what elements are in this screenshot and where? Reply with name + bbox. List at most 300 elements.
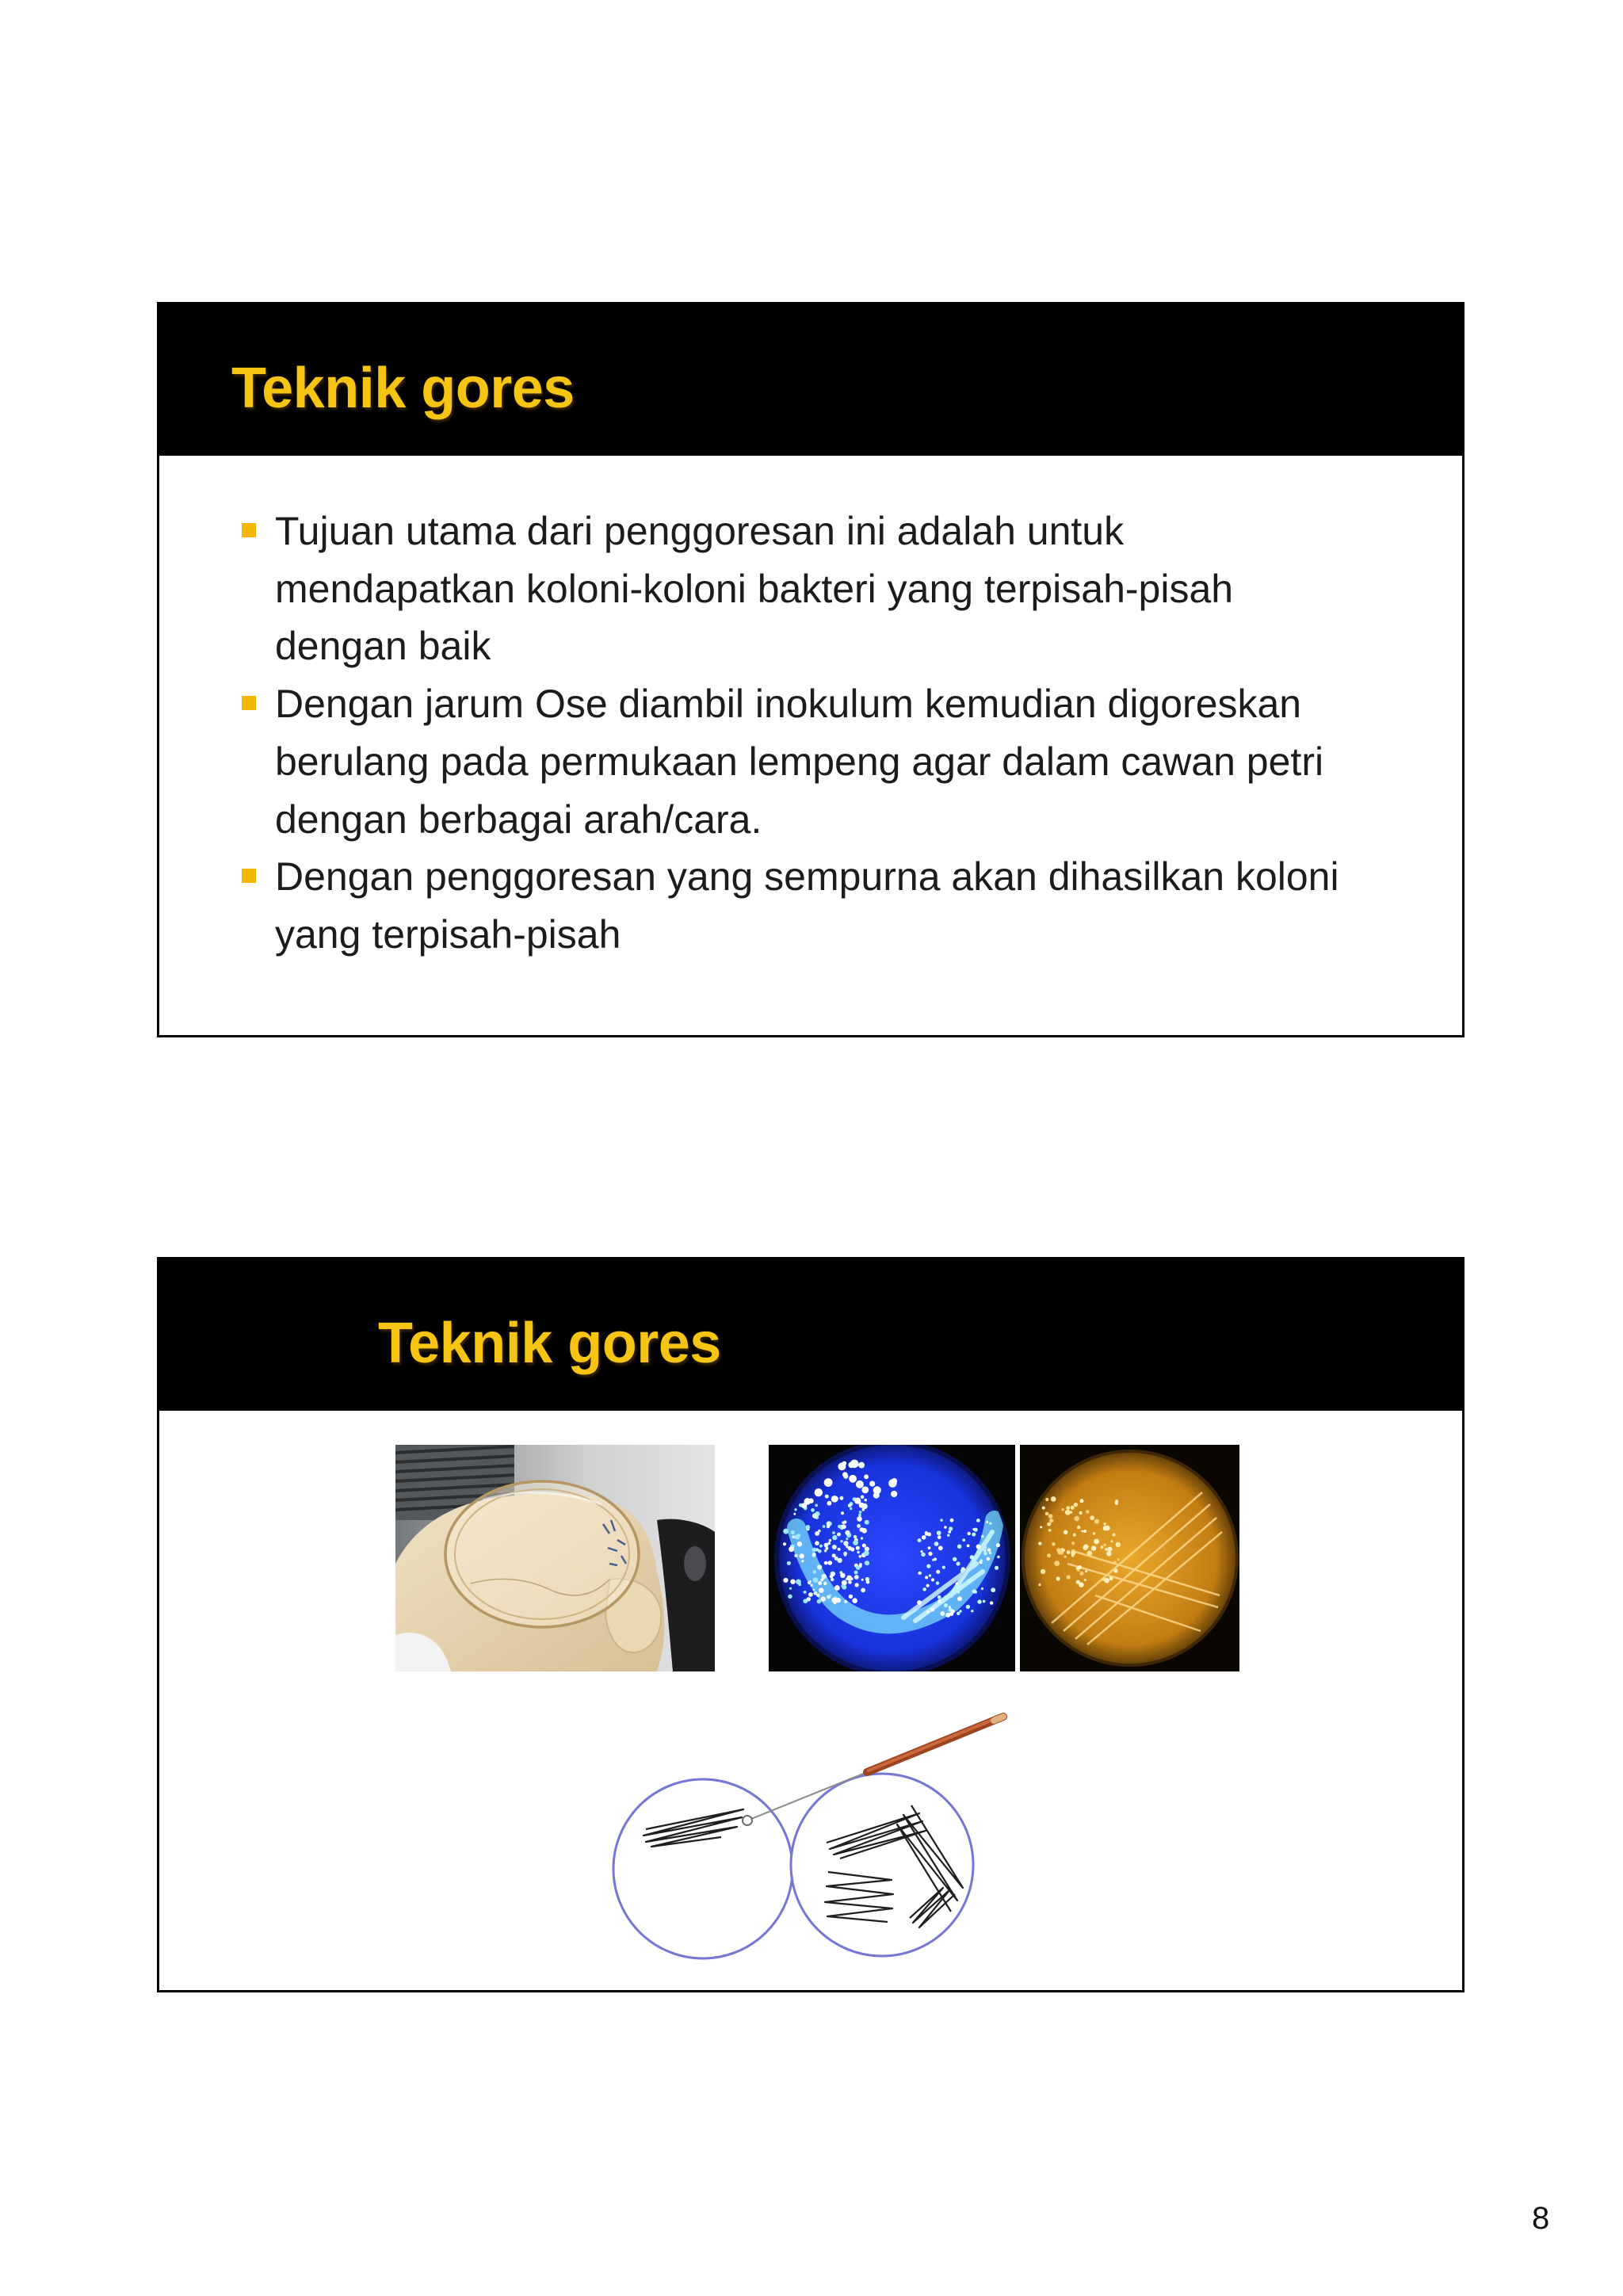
colony-dot [848, 1580, 852, 1584]
colony-dot [824, 1549, 827, 1552]
colony-dot [839, 1496, 843, 1500]
petri-dish-right [791, 1774, 973, 1956]
square-bullet-icon [242, 869, 256, 883]
colony-dot [861, 1588, 865, 1593]
colony-dot [846, 1532, 850, 1535]
colony-dot [934, 1541, 939, 1546]
colony-dot [865, 1561, 869, 1565]
colony-dot [972, 1528, 975, 1530]
colony-dot [821, 1596, 826, 1601]
colony-dot [862, 1544, 866, 1548]
colony-dot [827, 1595, 831, 1599]
colony-dot [816, 1594, 819, 1597]
colony-dot [962, 1538, 965, 1541]
colony-dot [831, 1496, 838, 1503]
colony-dot [1080, 1572, 1084, 1576]
bullet-text-line: yang terpisah-pisah [275, 911, 621, 957]
colony-dot [937, 1530, 941, 1535]
colony-dot [815, 1488, 823, 1496]
colony-dot [938, 1535, 941, 1539]
colony-dot [854, 1535, 857, 1538]
bullet-text-line: Tujuan utama dari penggoresan ini adalah untuk [275, 509, 1125, 553]
colony-dot [848, 1503, 852, 1507]
colony-dot [856, 1565, 861, 1570]
colony-dot [922, 1535, 926, 1540]
colony-dot [827, 1501, 832, 1506]
colony-dot [957, 1545, 962, 1549]
colony-dot [856, 1480, 864, 1488]
colony-dot [957, 1612, 960, 1616]
colony-dot [960, 1569, 964, 1573]
colony-dot [1071, 1554, 1074, 1557]
colony-dot [1064, 1530, 1068, 1535]
colony-dot [1106, 1551, 1111, 1556]
colony-dot [925, 1576, 928, 1579]
colony-dot [931, 1608, 935, 1612]
colony-dot [917, 1600, 922, 1605]
colony-dot [1048, 1529, 1052, 1532]
colony-dot [957, 1585, 961, 1590]
colony-dot [953, 1557, 957, 1561]
colony-dot [1093, 1532, 1095, 1534]
colony-dot [817, 1564, 822, 1569]
colony-dot [800, 1553, 804, 1558]
colony-dot [944, 1526, 947, 1529]
colony-dot [838, 1525, 841, 1528]
colony-dot [832, 1531, 835, 1534]
colony-dot [838, 1548, 841, 1551]
colony-dot [987, 1548, 991, 1552]
colony-dot [795, 1534, 800, 1539]
colony-dot [987, 1557, 991, 1561]
colony-dot [783, 1542, 786, 1545]
colony-dot [853, 1540, 858, 1545]
colony-dot [813, 1570, 816, 1573]
colony-dot [846, 1576, 852, 1581]
colony-dot [1042, 1507, 1045, 1510]
colony-dot [808, 1581, 811, 1584]
page-number: 8 [1532, 2201, 1550, 2236]
colony-dot [1083, 1544, 1088, 1549]
colony-dot [832, 1545, 837, 1549]
colony-dot [966, 1605, 970, 1609]
colony-dot [830, 1522, 832, 1525]
colony-dot [1113, 1561, 1117, 1564]
colony-dot [790, 1580, 795, 1584]
colony-dot [789, 1587, 792, 1590]
colony-dot [829, 1539, 831, 1541]
colony-dot [980, 1559, 983, 1561]
colony-dot [854, 1571, 858, 1575]
colony-dot [983, 1549, 987, 1552]
colony-dot [865, 1577, 869, 1581]
colony-dot [1114, 1501, 1118, 1505]
colony-dot [991, 1587, 995, 1592]
petri-dish-left [613, 1779, 792, 1958]
colony-dot [970, 1555, 974, 1559]
colony-dot [832, 1535, 837, 1540]
colony-dot [1079, 1511, 1083, 1515]
bullet-text-line: Dengan penggoresan yang sempurna akan dihasilkan koloni [275, 854, 1339, 900]
colony-dot [921, 1553, 925, 1557]
loop-handle-tip [994, 1717, 1003, 1721]
colony-dot [819, 1545, 823, 1548]
slide-header [159, 1259, 1462, 1411]
colony-dot [1087, 1551, 1093, 1557]
colony-dot [794, 1554, 797, 1557]
colony-dot [1045, 1498, 1048, 1501]
colony-dot [936, 1570, 940, 1574]
colony-dot [844, 1600, 847, 1603]
colony-dot [1103, 1544, 1106, 1547]
colony-dot [1108, 1547, 1113, 1552]
square-bullet-icon [242, 696, 256, 710]
colony-dot [1113, 1534, 1116, 1537]
colony-dot [1067, 1550, 1071, 1554]
colony-dot [842, 1525, 846, 1530]
colony-dot [981, 1535, 984, 1538]
bullet-text-line: berulang pada permukaan lempeng agar dalam cawan petri [275, 739, 1324, 784]
colony-dot [801, 1560, 804, 1562]
colony-dot [859, 1511, 862, 1514]
colony-dot [842, 1521, 845, 1524]
colony-dot [929, 1574, 932, 1577]
colony-dot [1083, 1530, 1086, 1533]
colony-dot [803, 1599, 808, 1603]
colony-dot [825, 1495, 829, 1499]
colony-dot [823, 1582, 827, 1586]
colony-dot [977, 1599, 981, 1603]
colony-dot [1045, 1512, 1049, 1516]
colony-dot [1084, 1579, 1086, 1581]
colony-dot [1073, 1534, 1076, 1537]
colony-dot [869, 1481, 875, 1487]
colony-dot [997, 1556, 1000, 1559]
colony-dot [817, 1599, 822, 1604]
colony-dot [948, 1530, 951, 1534]
colony-dot [840, 1540, 842, 1542]
colony-dot [1086, 1510, 1089, 1513]
streak-technique-diagram [602, 1704, 1030, 1973]
colony-dot [1076, 1580, 1080, 1584]
colony-dot [815, 1541, 819, 1545]
colony-dot [857, 1524, 861, 1528]
colony-dot [1049, 1519, 1053, 1522]
colony-dot [944, 1595, 946, 1598]
colony-dot [1047, 1553, 1051, 1557]
colony-dot [1071, 1541, 1075, 1545]
colony-dot [806, 1525, 811, 1530]
colony-dot [1054, 1561, 1060, 1566]
colony-dot [972, 1589, 976, 1593]
bullet-item [159, 848, 1462, 963]
colony-dot [818, 1581, 822, 1585]
colony-dot [792, 1535, 795, 1538]
bullet-text-line: mendapatkan koloni-koloni bakteri yang terpisah-pisah [275, 566, 1234, 611]
colony-dot [1038, 1584, 1041, 1586]
colony-dot [837, 1533, 841, 1537]
bullet-item [159, 502, 1462, 675]
colony-dot [855, 1583, 859, 1587]
colony-dot [852, 1598, 857, 1603]
colony-dot [1078, 1565, 1082, 1569]
colony-dot [842, 1461, 847, 1466]
colony-dot [787, 1561, 791, 1565]
colony-dot [797, 1541, 802, 1546]
colony-dot [1066, 1506, 1070, 1510]
slide-header [159, 304, 1462, 456]
colony-dot [856, 1575, 859, 1578]
slide-title: Teknik gores [231, 357, 575, 420]
colony-dot [1104, 1522, 1106, 1525]
colony-dot [1048, 1514, 1053, 1519]
colony-dot [858, 1514, 861, 1517]
bullet-item [159, 675, 1462, 848]
colony-dot [843, 1541, 848, 1545]
orange-streak-plate-photo [1020, 1445, 1239, 1671]
colony-dot [1064, 1556, 1067, 1558]
colony-dot [865, 1520, 869, 1525]
colony-dot [983, 1552, 987, 1556]
colony-dot [957, 1591, 960, 1594]
colony-dot [918, 1572, 922, 1575]
colony-dot [990, 1601, 993, 1604]
colony-dot [976, 1545, 981, 1549]
colony-dot [811, 1584, 813, 1587]
loop-handle-highlight [869, 1717, 999, 1771]
colony-dot [854, 1498, 861, 1504]
colony-dot [940, 1611, 945, 1616]
colony-dot [831, 1578, 834, 1581]
colony-dot [956, 1561, 960, 1565]
dish-rim [445, 1481, 639, 1627]
colony-dot [824, 1543, 829, 1548]
colony-dot [848, 1462, 854, 1469]
colony-dot [951, 1610, 955, 1614]
colony-dot [791, 1530, 795, 1534]
colony-dot [928, 1546, 931, 1549]
colony-dot [1094, 1519, 1099, 1524]
colony-dot [996, 1543, 1000, 1547]
colony-dot [1105, 1526, 1110, 1531]
colony-dot [1101, 1545, 1104, 1549]
colony-dot [920, 1550, 922, 1553]
colony-dot [1091, 1545, 1097, 1551]
colony-dot [856, 1546, 860, 1550]
colony-dot [812, 1513, 818, 1519]
colony-dot [815, 1531, 819, 1536]
colony-dot [1080, 1499, 1084, 1503]
colony-dot [1074, 1503, 1078, 1507]
colony-dot [793, 1513, 796, 1515]
colony-dot [972, 1533, 976, 1537]
colony-dot [819, 1588, 823, 1593]
slide-title: Teknik gores [378, 1312, 721, 1375]
colony-dot [947, 1534, 949, 1537]
slide-2 [157, 1257, 1465, 1992]
colony-dot [1105, 1548, 1108, 1551]
colony-dot [1075, 1516, 1080, 1522]
colony-dot [944, 1603, 948, 1607]
colony-dot [945, 1613, 950, 1618]
colony-dot [849, 1475, 857, 1483]
colony-dot [983, 1600, 986, 1603]
colony-dot [968, 1579, 972, 1583]
colony-dot [857, 1516, 862, 1522]
blue-streak-plate-photo [769, 1445, 1015, 1671]
colony-dot [949, 1526, 953, 1530]
colony-dot [1067, 1575, 1071, 1579]
colony-dot [860, 1527, 865, 1532]
equipment-knob [684, 1546, 706, 1581]
colony-dot [938, 1599, 941, 1603]
hand-holding-petri-dish-photo [395, 1445, 715, 1671]
colony-dot [873, 1492, 880, 1499]
colony-dot [824, 1478, 833, 1487]
colony-dot [1085, 1570, 1087, 1572]
colony-dot [957, 1596, 962, 1601]
colony-dot [783, 1578, 788, 1583]
bullet-text-line: Dengan jarum Ose diambil inokulum kemudian digoreskan [275, 682, 1302, 727]
colony-dot [1077, 1526, 1080, 1529]
colony-dot [858, 1462, 865, 1469]
colony-dot [823, 1525, 826, 1528]
colony-dot [1060, 1548, 1064, 1551]
colony-dot [1109, 1576, 1113, 1580]
colony-dot [1062, 1508, 1064, 1511]
colony-dot [1056, 1576, 1060, 1580]
colony-dot [857, 1551, 859, 1553]
colony-dot [968, 1532, 971, 1535]
colony-dot [837, 1558, 842, 1563]
colony-dot [843, 1474, 848, 1479]
colony-dot [841, 1511, 844, 1515]
colony-dot [804, 1591, 807, 1594]
petri-dish [445, 1481, 639, 1627]
colony-dot [936, 1581, 939, 1584]
colony-dot [810, 1593, 813, 1596]
colony-dot [864, 1550, 869, 1556]
colony-dot [926, 1610, 929, 1613]
colony-dot [830, 1575, 834, 1579]
colony-dot [928, 1552, 932, 1556]
colony-dot [794, 1508, 796, 1511]
colony-dot [1041, 1569, 1045, 1574]
colony-dot [1113, 1568, 1117, 1572]
colony-dot [783, 1529, 789, 1534]
colony-dot [1116, 1542, 1121, 1548]
colony-dot [1117, 1558, 1120, 1561]
colony-dot [821, 1578, 824, 1581]
colony-dot [925, 1531, 928, 1534]
colony-dot [950, 1519, 954, 1522]
colony-dot [922, 1587, 926, 1591]
bullet-text-line: dengan berbagai arah/cara. [275, 797, 762, 842]
colony-dot [859, 1555, 862, 1558]
bullet-text-line: dengan baik [275, 624, 491, 669]
colony-dot [989, 1552, 992, 1555]
colony-dot [1071, 1506, 1075, 1510]
colony-dot [789, 1546, 794, 1552]
colony-dot [861, 1496, 865, 1499]
bullet-list [159, 502, 1462, 964]
colony-dot [1094, 1539, 1099, 1545]
square-bullet-icon [242, 523, 256, 537]
colony-dot [846, 1538, 848, 1540]
colony-dot [861, 1503, 868, 1510]
colony-dot [861, 1487, 869, 1494]
colony-dot [926, 1564, 930, 1568]
colony-dot [828, 1561, 833, 1565]
colony-dot [831, 1598, 837, 1603]
colony-dot [918, 1538, 922, 1542]
colony-dot [842, 1585, 846, 1590]
colony-dot [812, 1548, 817, 1553]
colony-dot [956, 1582, 958, 1584]
colony-dot [798, 1584, 801, 1587]
colony-dot [827, 1525, 830, 1528]
colony-dot [949, 1606, 951, 1608]
colony-dot [931, 1578, 934, 1581]
colony-dot [932, 1559, 934, 1561]
colony-dot [812, 1589, 815, 1591]
colony-dot [891, 1491, 897, 1497]
colony-dot [967, 1545, 970, 1548]
colony-dot [804, 1498, 812, 1505]
colony-dot [834, 1585, 840, 1591]
colony-dot [1052, 1542, 1056, 1546]
colony-dot [824, 1561, 828, 1565]
colony-dot [995, 1566, 999, 1570]
colony-dot [976, 1519, 980, 1522]
colony-dot [892, 1478, 897, 1484]
colony-dot [971, 1610, 973, 1612]
colony-dot [938, 1545, 943, 1550]
colony-dot [788, 1595, 792, 1599]
colony-dot [1047, 1522, 1051, 1526]
colony-dot [861, 1537, 863, 1539]
colony-dot [864, 1499, 867, 1502]
colony-dot [1038, 1541, 1041, 1545]
colony-dot [1102, 1577, 1106, 1581]
colony-dot [812, 1553, 816, 1557]
colony-dot [1051, 1496, 1056, 1502]
colony-dot [813, 1577, 819, 1583]
colony-dot [938, 1595, 941, 1599]
colony-dot [989, 1522, 991, 1525]
colony-dot [859, 1563, 862, 1566]
colony-dot [986, 1521, 988, 1523]
colony-dot [811, 1508, 815, 1512]
colony-dot [815, 1504, 818, 1507]
colony-dot [839, 1571, 842, 1574]
colony-dot [942, 1566, 945, 1569]
colony-dot [864, 1474, 869, 1479]
loop-ring [743, 1816, 752, 1825]
slide-1 [157, 302, 1465, 1037]
colony-dot [940, 1519, 942, 1521]
colony-dot [861, 1579, 864, 1581]
colony-dot [1065, 1510, 1071, 1515]
colony-dot [981, 1587, 983, 1590]
colony-dot [959, 1610, 961, 1612]
colony-dot [1040, 1526, 1042, 1528]
colony-dot [1090, 1515, 1094, 1520]
colony-dot [926, 1584, 930, 1587]
colony-dot [984, 1545, 987, 1549]
colony-dot [844, 1553, 847, 1557]
colony-dot [850, 1507, 852, 1510]
